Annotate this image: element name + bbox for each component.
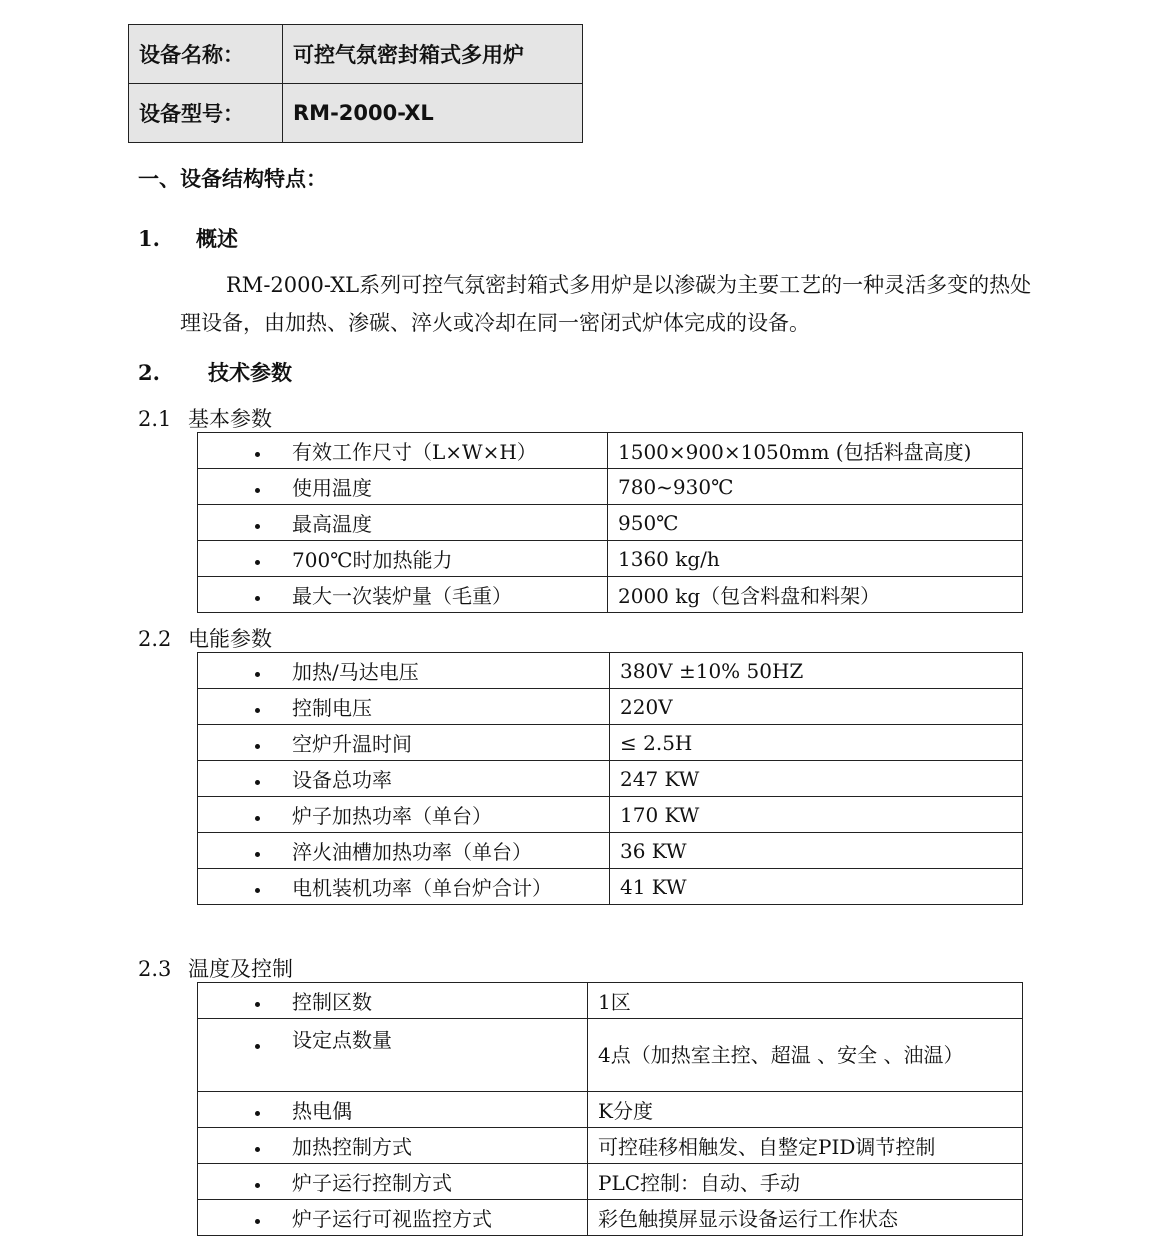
param-value: 220V [610, 689, 1023, 725]
param-value: 950℃ [608, 505, 1023, 541]
param-name: 控制区数 [198, 983, 588, 1019]
param-name: 最大一次装炉量（毛重） [198, 577, 608, 613]
subheading-power-params [138, 623, 272, 653]
param-value: 4点（加热室主控、超温 、安全 、油温） [588, 1019, 1023, 1092]
param-name: 使用温度 [198, 469, 608, 505]
section-heading-structure: 一、设备结构特点： [138, 167, 327, 191]
param-name: 炉子运行控制方式 [198, 1164, 588, 1200]
equipment-name-value: 可控气氛密封箱式多用炉 [283, 25, 583, 84]
param-name: 热电偶 [198, 1092, 588, 1128]
heading-overview [138, 223, 238, 253]
table-row [198, 577, 1023, 613]
subheading-title: 基本参数 [188, 407, 272, 431]
param-name: 空炉升温时间 [198, 725, 610, 761]
param-value: 可控硅移相触发、自整定PID调节控制 [588, 1128, 1023, 1164]
param-name: 加热/马达电压 [198, 653, 610, 689]
param-value: 41 KW [610, 869, 1023, 905]
param-name: 加热控制方式 [198, 1128, 588, 1164]
table-row [198, 1019, 1023, 1092]
heading-tech-params [138, 357, 292, 387]
param-name: 炉子加热功率（单台） [198, 797, 610, 833]
table-row [198, 1128, 1023, 1164]
table-row [198, 1092, 1023, 1128]
param-value: PLC控制：自动、手动 [588, 1164, 1023, 1200]
param-name: 700℃时加热能力 [198, 541, 608, 577]
table-row [198, 869, 1023, 905]
equipment-name-label: 设备名称： [129, 25, 283, 84]
heading-title: 技术参数 [208, 361, 292, 385]
param-value: 彩色触摸屏显示设备运行工作状态 [588, 1200, 1023, 1236]
param-value: 36 KW [610, 833, 1023, 869]
equipment-model-value: RM-2000-XL [283, 84, 583, 143]
subheading-number: 2.3 [138, 957, 172, 981]
param-value: K分度 [588, 1092, 1023, 1128]
table-row [198, 433, 1023, 469]
param-name: 炉子运行可视监控方式 [198, 1200, 588, 1236]
param-value: 170 KW [610, 797, 1023, 833]
param-value: ≤ 2.5H [610, 725, 1023, 761]
subheading-title: 温度及控制 [188, 957, 293, 981]
subheading-number: 2.1 [138, 407, 172, 431]
subheading-number: 2.2 [138, 627, 172, 651]
table-row [198, 1164, 1023, 1200]
power-params-table [197, 652, 1023, 905]
table-row [198, 761, 1023, 797]
equipment-info-table [128, 24, 583, 143]
temp-control-table [197, 982, 1023, 1236]
table-row [198, 505, 1023, 541]
param-name: 设备总功率 [198, 761, 610, 797]
param-name: 电机装机功率（单台炉合计） [198, 869, 610, 905]
table-row [198, 983, 1023, 1019]
table-row [198, 541, 1023, 577]
subheading-temp-control [138, 953, 293, 983]
table-row [198, 725, 1023, 761]
param-name: 最高温度 [198, 505, 608, 541]
table-row [198, 689, 1023, 725]
param-name: 控制电压 [198, 689, 610, 725]
heading-title: 概述 [196, 227, 238, 251]
param-name: 淬火油槽加热功率（单台） [198, 833, 610, 869]
param-name: 设定点数量 [198, 1019, 588, 1092]
param-value: 1360 kg/h [608, 541, 1023, 577]
overview-text: RM-2000-XL系列可控气氛密封箱式多用炉是以渗碳为主要工艺的一种灵活多变的热处理设备，由加热、渗碳、淬火或冷却在同一密闭式炉体完成的设备。 [180, 273, 1032, 335]
param-value: 1区 [588, 983, 1023, 1019]
param-value: 247 KW [610, 761, 1023, 797]
equipment-model-label: 设备型号： [129, 84, 283, 143]
basic-params-table [197, 432, 1023, 613]
table-row [198, 653, 1023, 689]
param-value: 2000 kg（包含料盘和料架） [608, 577, 1023, 613]
table-row [129, 25, 583, 84]
table-row [198, 1200, 1023, 1236]
overview-paragraph [180, 266, 1050, 342]
table-row [198, 797, 1023, 833]
table-row [198, 469, 1023, 505]
param-value: 380V ±10% 50HZ [610, 653, 1023, 689]
param-value: 1500×900×1050mm (包括料盘高度) [608, 433, 1023, 469]
subheading-basic-params [138, 403, 272, 433]
heading-number: 2. [138, 360, 160, 385]
param-value: 780~930℃ [608, 469, 1023, 505]
table-row [129, 84, 583, 143]
param-name: 有效工作尺寸（L×W×H） [198, 433, 608, 469]
table-row [198, 833, 1023, 869]
subheading-title: 电能参数 [188, 627, 272, 651]
heading-number: 1. [138, 226, 160, 251]
